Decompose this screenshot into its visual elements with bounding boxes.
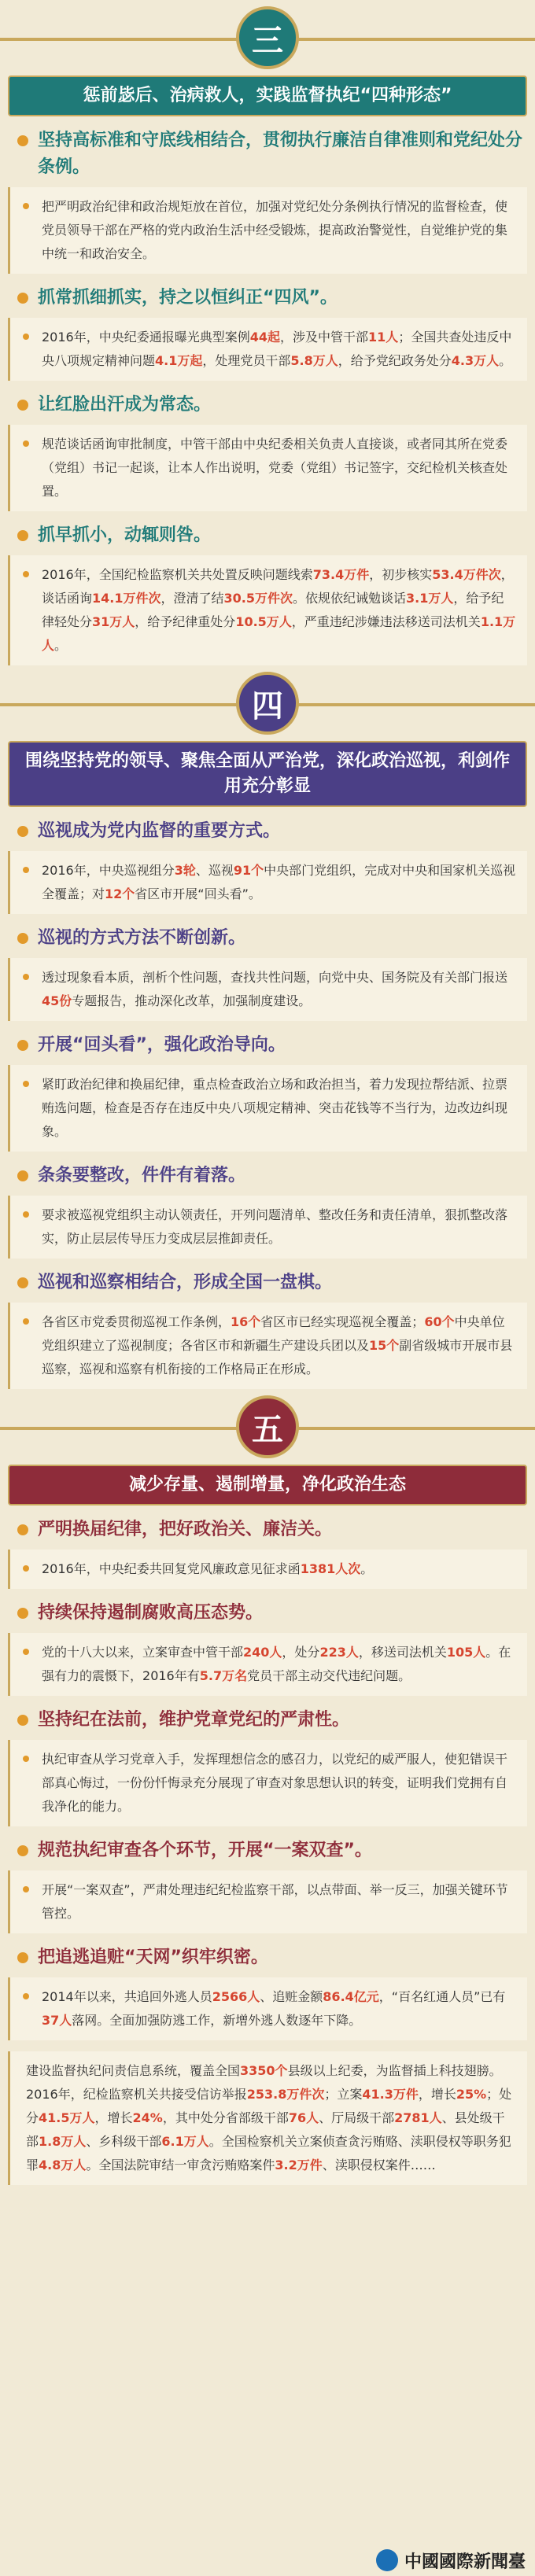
list-item	[8, 285, 527, 381]
item-title: 巡视成为党内监督的重要方式。	[8, 818, 527, 845]
list-item	[8, 522, 527, 665]
item-title: 坚持纪在法前，维护党章党纪的严肃性。	[8, 1707, 527, 1734]
section-three	[0, 0, 535, 665]
item-paragraph: 2016年，中央巡视组分3轮、巡视91个中央部门党组织，完成对中央和国家机关巡视全覆盖；对12个省区市开展“回头看”。	[8, 851, 527, 914]
footer-logo-text: 中國國際新聞臺	[404, 2551, 526, 2572]
item-paragraph: 规范谈话函询审批制度，中管干部由中央纪委相关负责人直接谈，或者同其所在党委（党组）书记一起谈，让本人作出说明，党委（党组）书记签字，交纪检机关核查处置。	[8, 425, 527, 511]
section-badge-row	[0, 0, 535, 76]
list-item	[8, 1163, 527, 1259]
section-badge: 四	[236, 672, 299, 735]
item-paragraph: 开展“一案双查”，严肃处理违纪纪检监察干部，以点带面、举一反三，加强关键环节管控。	[8, 1870, 527, 1933]
section-five	[0, 1389, 535, 2185]
item-paragraph: 把严明政治纪律和政治规矩放在首位，加强对党纪处分条例执行情况的监督检查，使党员领导干部在严格的党内政治生活中经受锻炼，提高政治警觉性，自觉维护党的集中统一和政治安全。	[8, 187, 527, 274]
item-title: 条条要整改，件件有着落。	[8, 1163, 527, 1189]
section-badge: 三	[236, 6, 299, 69]
section-banner: 惩前毖后、治病救人，实践监督执纪“四种形态”	[8, 76, 527, 116]
section-banner: 减少存量、遏制增量，净化政治生态	[8, 1465, 527, 1505]
item-paragraph: 党的十八大以来，立案审查中管干部240人，处分223人，移送司法机关105人。在强有力的震慑下，2016年有5.7万名党员干部主动交代违纪问题。	[8, 1633, 527, 1696]
list-item	[8, 1707, 527, 1826]
list-item	[8, 1270, 527, 1389]
item-paragraph: 2016年，中央纪委共回复党风廉政意见征求函1381人次。	[8, 1550, 527, 1589]
list-item	[8, 127, 527, 274]
item-title: 持续保持遏制腐败高压态势。	[8, 1600, 527, 1627]
list-item	[8, 925, 527, 1021]
section-four	[0, 665, 535, 1389]
list-item	[8, 1516, 527, 1589]
list-item	[8, 392, 527, 511]
item-title: 严明换届纪律，把好政治关、廉洁关。	[8, 1516, 527, 1543]
item-title: 巡视的方式方法不断创新。	[8, 925, 527, 952]
section-banner: 围绕坚持党的领导、聚焦全面从严治党，深化政治巡视，利剑作用充分彰显	[8, 741, 527, 807]
item-title: 让红脸出汗成为常态。	[8, 392, 527, 418]
section-badge: 五	[236, 1395, 299, 1458]
item-title: 巡视和巡察相结合，形成全国一盘棋。	[8, 1270, 527, 1296]
news-logo-icon	[376, 2549, 398, 2571]
item-paragraph: 2016年，全国纪检监察机关共处置反映问题线索73.4万件，初步核实53.4万件次，谈话函询14.1万件次，澄清了结30.5万件次。依规依纪诫勉谈话3.1万人，给予纪律轻处分31万人，给予纪律重处分10.5万人，严重违纪涉嫌违法移送司法机关1.1万人。	[8, 555, 527, 665]
item-paragraph: 执纪审查从学习党章入手，发挥理想信念的感召力，以党纪的威严服人，使犯错误干部真心悔过，一份份忏悔录充分展现了审查对象思想认识的转变，证明我们党拥有自我净化的能力。	[8, 1740, 527, 1826]
item-paragraph: 要求被巡视党组织主动认领责任，开列问题清单、整改任务和责任清单，狠抓整改落实，防止层层传导压力变成层层推卸责任。	[8, 1196, 527, 1259]
footer	[0, 2545, 535, 2576]
list-item	[8, 1600, 527, 1696]
item-title: 坚持高标准和守底线相结合，贯彻执行廉洁自律准则和党纪处分条例。	[8, 127, 527, 181]
item-title: 抓常抓细抓实，持之以恒纠正“四风”。	[8, 285, 527, 311]
item-paragraph: 紧盯政治纪律和换届纪律，重点检查政治立场和政治担当，着力发现拉帮结派、拉票贿选问题，检查是否存在违反中央八项规定精神、突击花钱等不当行为，边改边纠现象。	[8, 1065, 527, 1152]
section-badge-row	[0, 1389, 535, 1465]
list-item	[8, 1944, 527, 2040]
item-title: 抓早抓小，动辄则咎。	[8, 522, 527, 549]
item-paragraph: 各省区市党委贯彻巡视工作条例，16个省区市已经实现巡视全覆盖；60个中央单位党组织建立了巡视制度；各省区市和新疆生产建设兵团以及15个副省级城市开展市县巡察，巡视和巡察有机衔接的工作格局正在形成。	[8, 1303, 527, 1389]
closing-paragraph: 建设监督执纪问责信息系统，覆盖全国3350个县级以上纪委，为监督插上科技翅膀。2016年，纪检监察机关共接受信访举报253.8万件次；立案41.3万件，增长25%；处分41.5万人，增长24%，其中处分省部级干部76人、厅局级干部2781人、县处级干部1.8万人、乡科级干部6.1万人。全国检察机关立案侦查贪污贿赂、渎职侵权等职务犯罪4.8万人。全国法院审结一审贪污贿赂案件3.2万件、渎职侵权案件……	[8, 2051, 527, 2185]
list-item	[8, 818, 527, 914]
item-paragraph: 透过现象看本质，剖析个性问题，查找共性问题，向党中央、国务院及有关部门报送45份专题报告，推动深化改革，加强制度建设。	[8, 958, 527, 1021]
item-paragraph: 2014年以来，共追回外逃人员2566人、追赃金额86.4亿元，“百名红通人员”已有37人落网。全面加强防逃工作，新增外逃人数逐年下降。	[8, 1977, 527, 2040]
list-item	[8, 1032, 527, 1152]
section-badge-row	[0, 665, 535, 741]
item-title: 开展“回头看”，强化政治导向。	[8, 1032, 527, 1059]
list-item	[8, 1837, 527, 1933]
item-title: 规范执纪审查各个环节，开展“一案双查”。	[8, 1837, 527, 1864]
item-paragraph: 2016年，中央纪委通报曝光典型案例44起，涉及中管干部11人；全国共查处违反中央八项规定精神问题4.1万起，处理党员干部5.8万人，给予党纪政务处分4.3万人。	[8, 318, 527, 381]
item-title: 把追逃追赃“天网”织牢织密。	[8, 1944, 527, 1971]
